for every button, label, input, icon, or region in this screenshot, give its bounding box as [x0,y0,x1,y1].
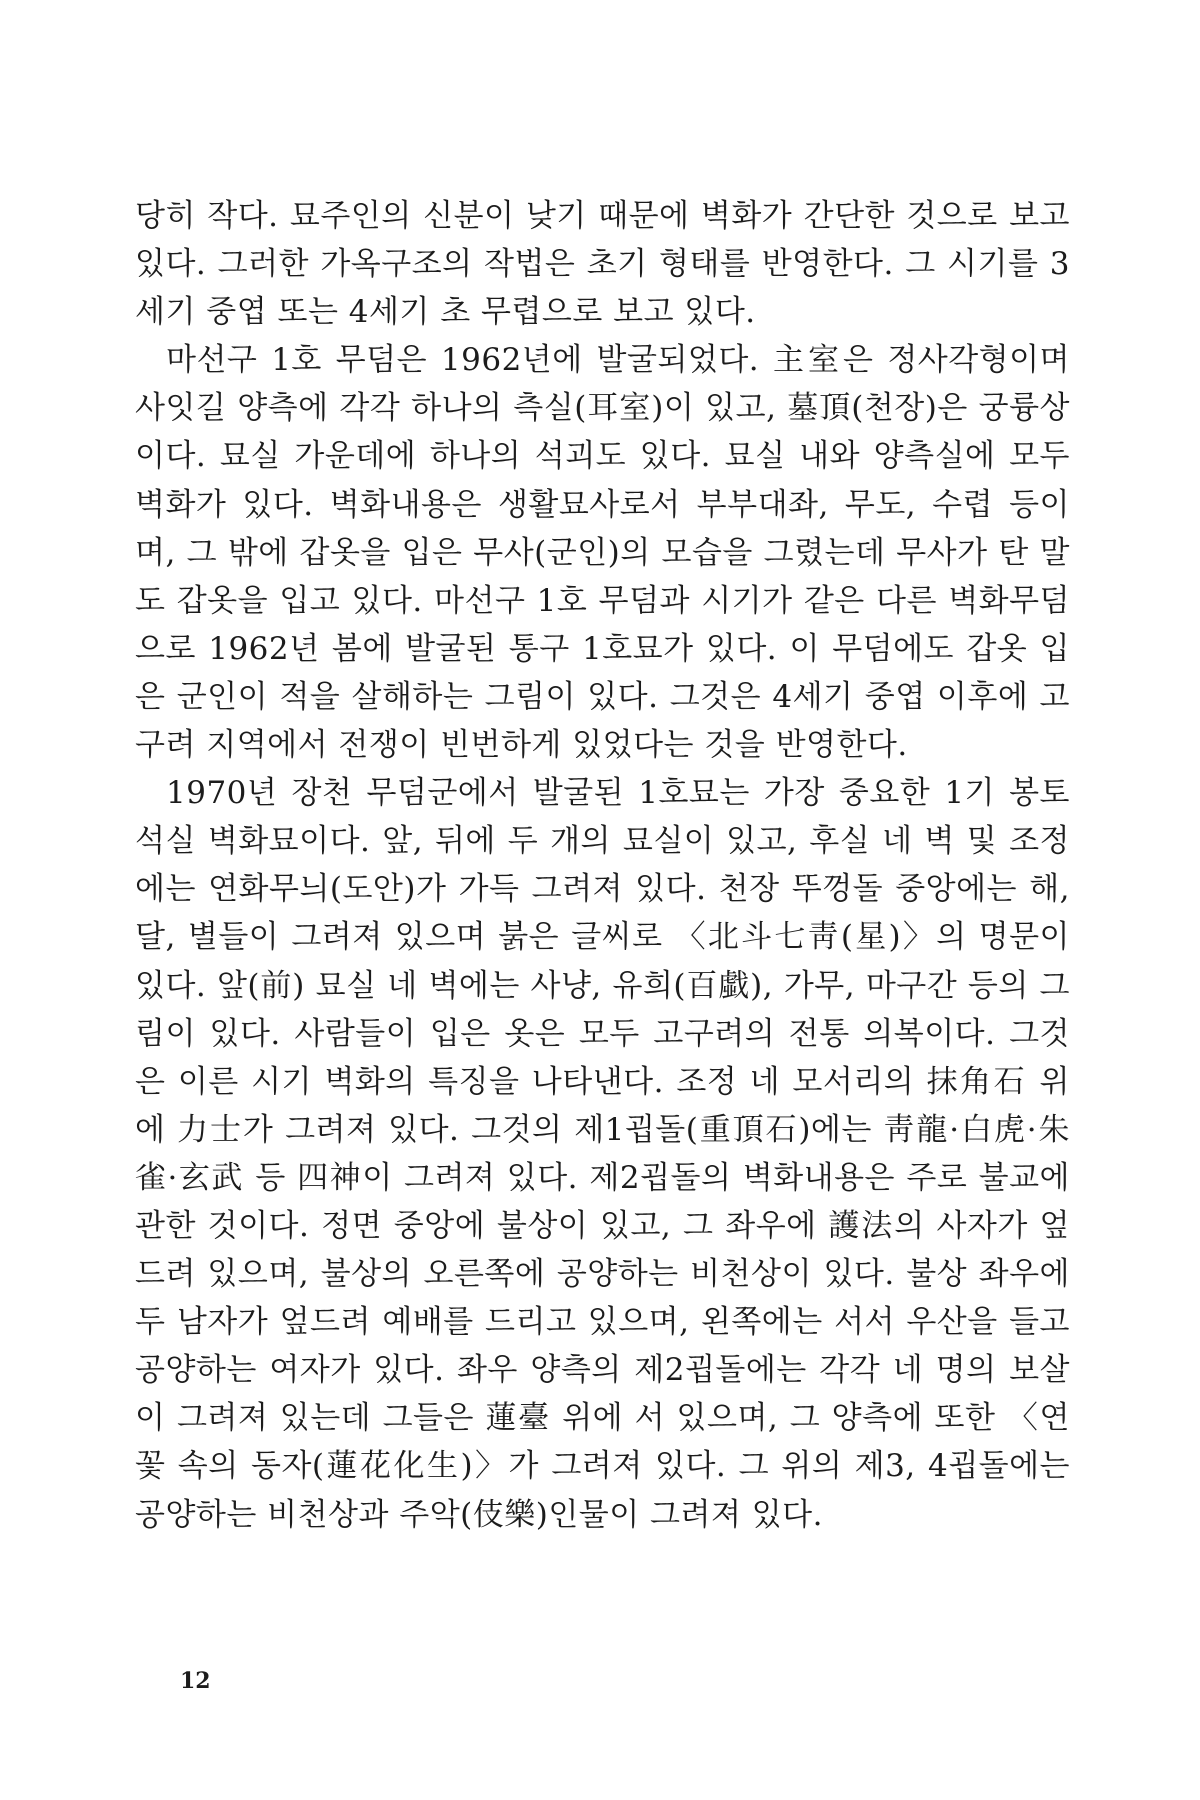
page-number: 12 [180,1668,211,1694]
body-text [135,192,1070,1539]
paragraph-continued: 당히 작다. 묘주인의 신분이 낮기 때문에 벽화가 간단한 것으로 보고 있다. 그러한 가옥구조의 작법은 초기 형태를 반영한다. 그 시기를 3세기 중엽 또는 4세기 초 무렵으로 보고 있다. [135,198,1070,331]
paragraph-masungu-tomb: 마선구 1호 무덤은 1962년에 발굴되었다. 主室은 정사각형이며 사잇길 양측에 각각 하나의 측실(耳室)이 있고, 墓頂(천장)은 궁륭상이다. 묘실 가운데에 하나의 석괴도 있다. 묘실 내와 양측실에 모두 벽화가 있다. 벽화내용은 생활묘사로서 부부대좌, 무도, 수렵 등이며, 그 밖에 갑옷을 입은 무사(군인)의 모습을 그렸는데 무사가 탄 말도 갑옷을 입고 있다. 마선구 1호 무덤과 시기가 같은 다른 벽화무덤으로 1962년 봄에 발굴된 통구 1호묘가 있다. 이 무덤에도 갑옷 입은 군인이 적을 살해하는 그림이 있다. 그것은 4세기 중엽 이후에 고구려 지역에서 전쟁이 빈번하게 있었다는 것을 반영한다. [135,342,1071,764]
paragraph-jangcheon-tomb: 1970년 장천 무덤군에서 발굴된 1호묘는 가장 중요한 1기 봉토석실 벽화묘이다. 앞, 뒤에 두 개의 묘실이 있고, 후실 네 벽 및 조정에는 연화무늬(도안)가 가득 그려져 있다. 천장 뚜껑돌 중앙에는 해, 달, 별들이 그려져 있으며 붉은 글씨로 〈北斗七靑(星)〉의 명문이 있다. 앞(前) 묘실 네 벽에는 사냥, 유희(百戱), 가무, 마구간 등의 그림이 있다. 사람들이 입은 옷은 모두 고구려의 전통 의복이다. 그것은 이른 시기 벽화의 특징을 나타낸다. 조정 네 모서리의 抹角石 위에 力士가 그려져 있다. 그것의 제1굅돌(重頂石)에는 靑龍·白虎·朱雀·玄武 등 四神이 그려져 있다. 제2굅돌의 벽화내용은 주로 불교에 관한 것이다. 정면 중앙에 불상이 있고, 그 좌우에 護法의 사자가 엎드려 있으며, 불상의 오른쪽에 공양하는 비천상이 있다. 불상 좌우에 두 남자가 엎드려 예배를 드리고 있으며, 왼쪽에는 서서 우산을 들고 공양하는 여자가 있다. 좌우 양측의 제2굅돌에는 각각 네 명의 보살이 그려져 있는데 그들은 蓮臺 위에 서 있으며, 그 양측에 또한 〈연꽃 속의 동자(蓮花化生)〉가 그려져 있다. 그 위의 제3, 4굅돌에는 공양하는 비천상과 주악(伎樂)인물이 그려져 있다. [135,775,1070,1533]
